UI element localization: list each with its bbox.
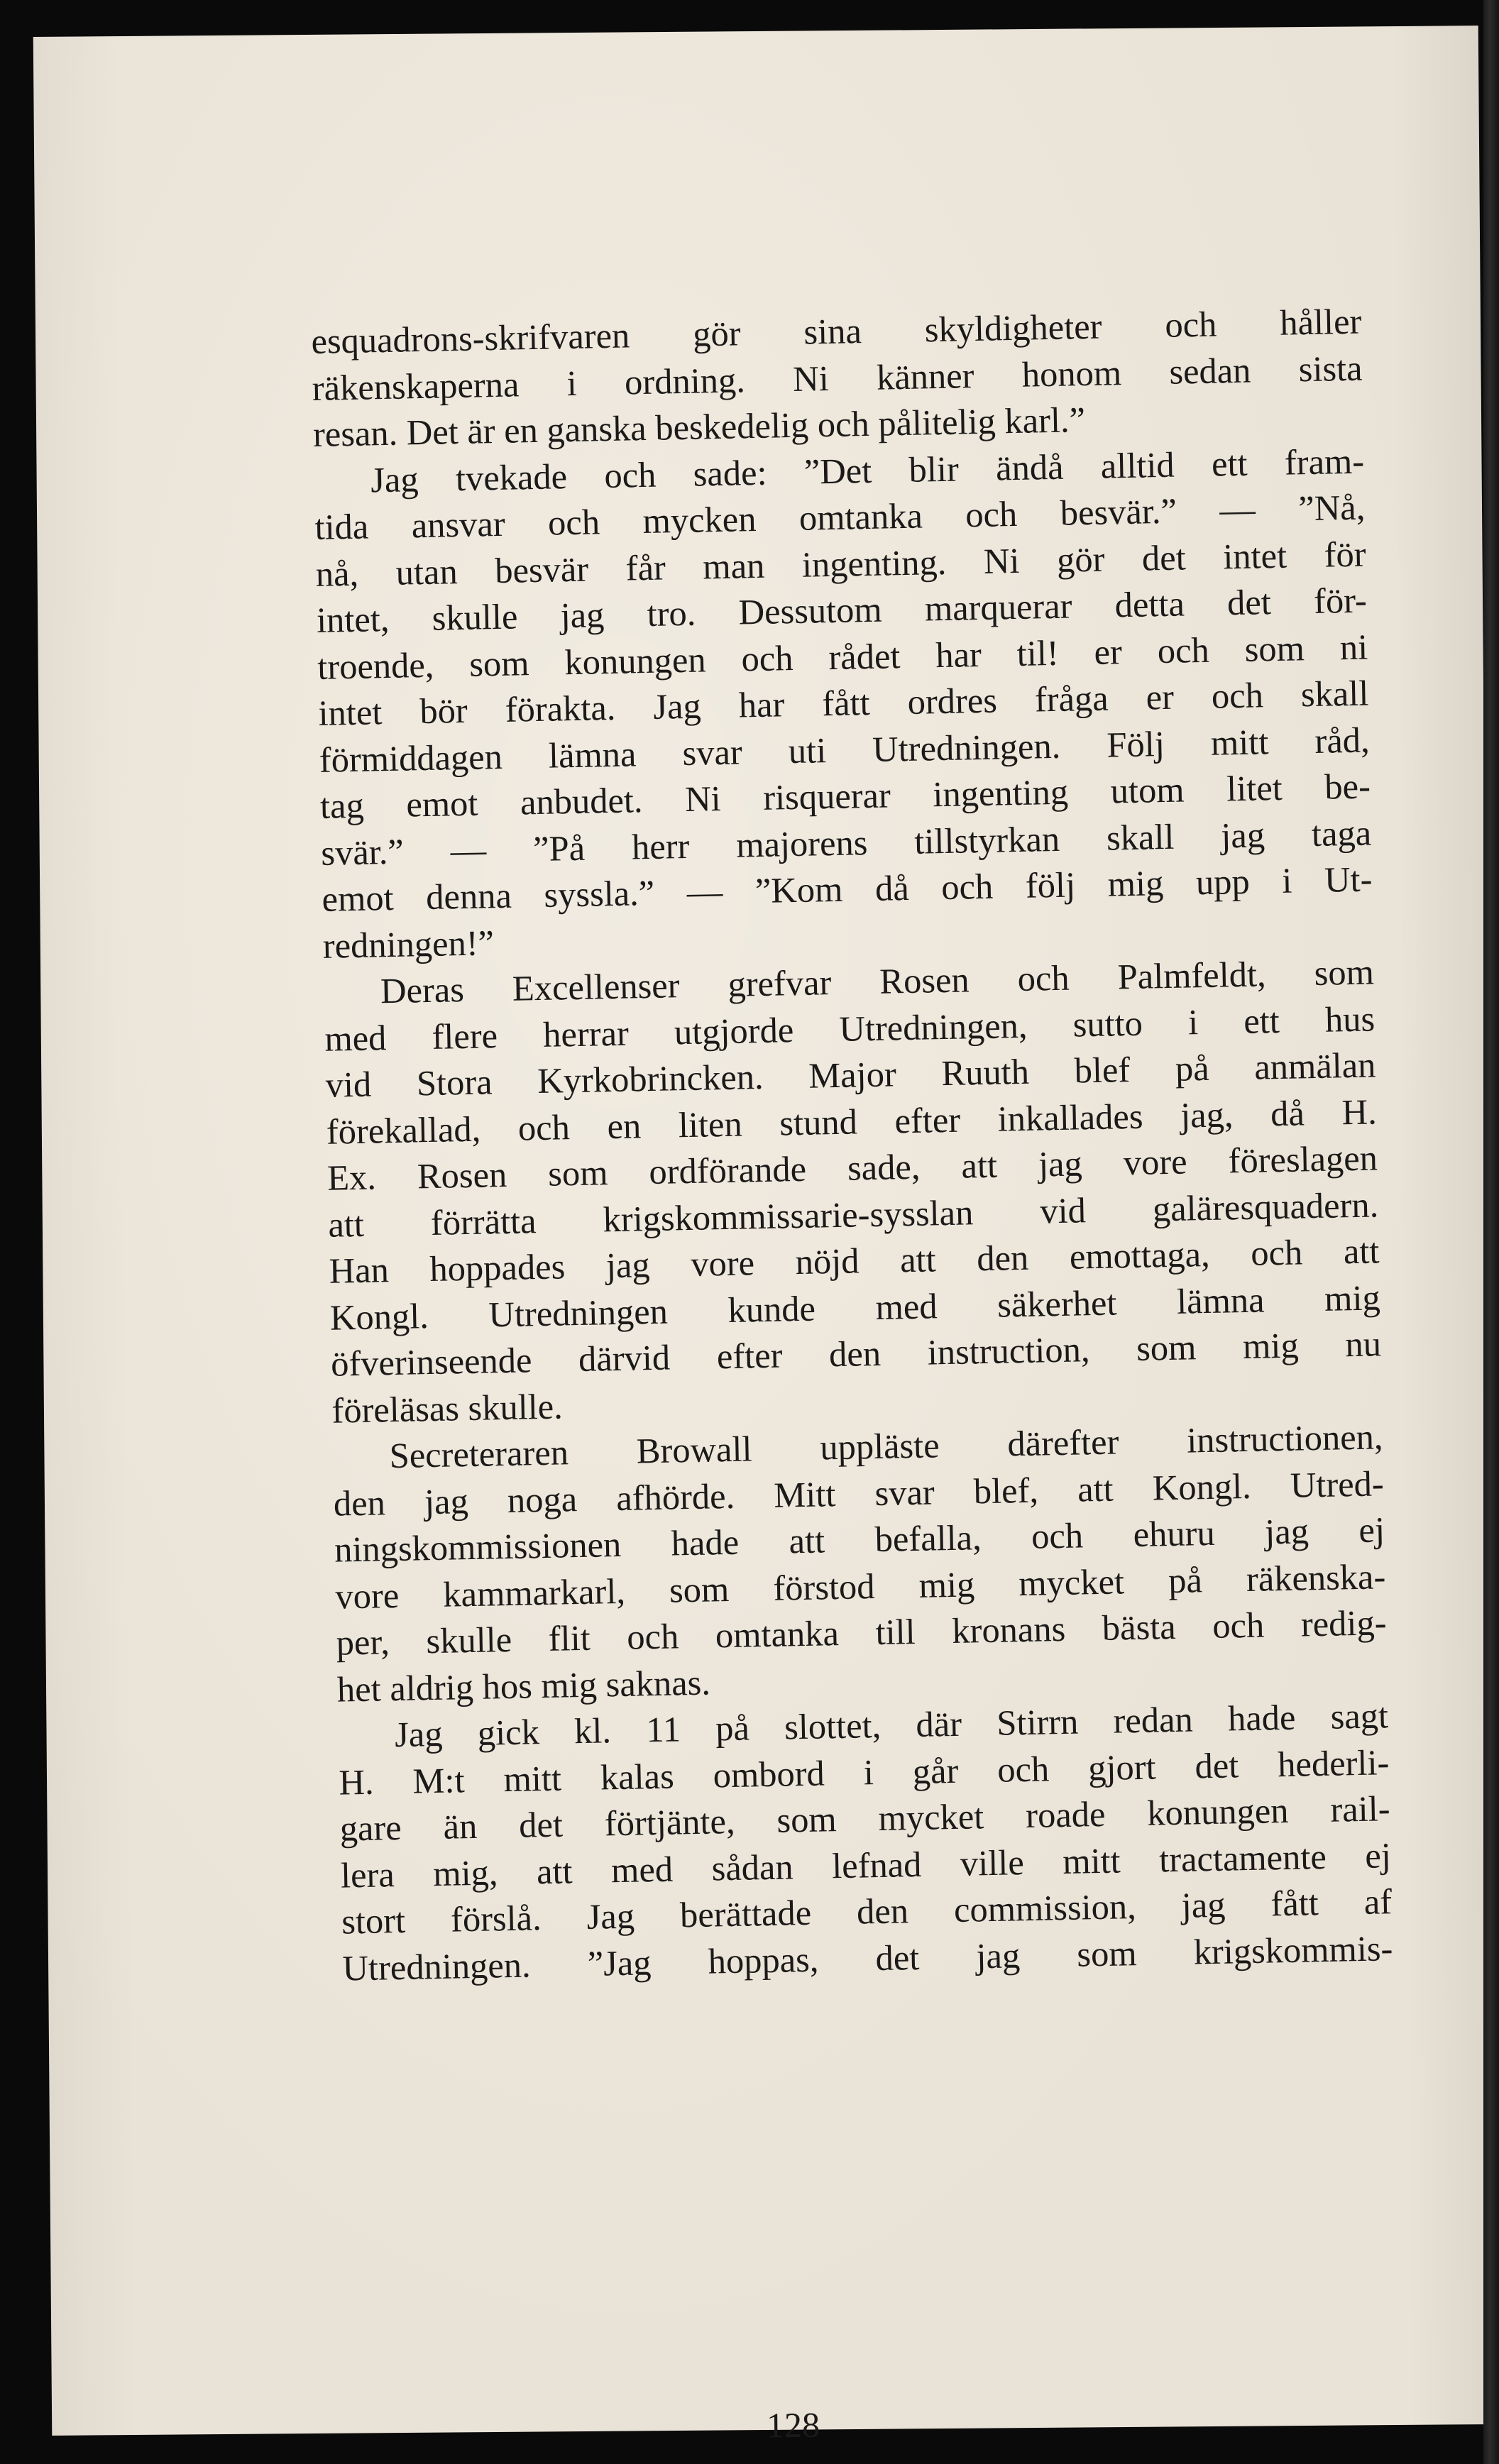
- text-line: intet, skulle jag tro. Dessutom marquerar detta det för-: [316, 580, 1368, 640]
- text-line: emot denna syssla.” — ”Kom då och följ mig upp i Ut-: [322, 859, 1373, 919]
- text-line: Han hoppades jag vore nöjd att den emottaga, och att: [329, 1231, 1380, 1291]
- text-line: tida ansvar och mycken omtanka och besvär.” — ”Nå,: [314, 487, 1366, 547]
- text-line: per, skulle flit och omtanka till kronans bästa och redig-: [336, 1602, 1387, 1663]
- text-line: redningen!”: [322, 922, 495, 966]
- text-line: stort förslå. Jag berättade den commission, jag fått af: [341, 1881, 1393, 1942]
- text-line: gare än det förtjänte, som mycket roade konungen rail-: [339, 1788, 1391, 1849]
- page-edge-shadow: [1483, 0, 1499, 2464]
- text-line: het aldrig hos mig saknas.: [336, 1662, 711, 1710]
- text-line: Ex. Rosen som ordförande sade, att jag vore föreslagen: [326, 1138, 1378, 1198]
- text-line: esquadrons-skrifvaren gör sina skyldigheter och håller: [310, 301, 1362, 361]
- text-line: Jag gick kl. 11 på slottet, där Stirrn redan hade sagt: [394, 1695, 1389, 1755]
- text-line: lera mig, att med sådan lefnad ville mitt tractamente ej: [340, 1835, 1392, 1896]
- text-line: resan. Det är en ganska beskedelig och pålitelig karl.”: [312, 400, 1086, 454]
- text-line: ningskommissionen hade att befalla, och ehuru jag ej: [334, 1509, 1385, 1570]
- text-line: att förrätta krigskommissarie-sysslan vid galäresquadern.: [327, 1184, 1379, 1245]
- text-line: Utredningen. ”Jag hoppas, det jag som krigskommis-: [341, 1927, 1393, 1989]
- text-line: öfverinseende därvid efter den instruction, som mig nu: [330, 1324, 1382, 1384]
- text-line: Deras Excellenser grefvar Rosen och Palmfeldt, som: [380, 952, 1375, 1011]
- text-line: med flere herrar utgjorde Utredningen, sutto i ett hus: [324, 998, 1376, 1059]
- text-line: föreläsas skulle.: [331, 1385, 564, 1431]
- page-number: 128: [766, 2404, 820, 2446]
- text-line: vore kammarkarl, som förstod mig mycket på räkenska-: [334, 1556, 1386, 1617]
- text-line: Kongl. Utredningen kunde med säkerhet lämna mig: [329, 1277, 1381, 1338]
- text-line: den jag noga afhörde. Mitt svar blef, att Kongl. Utred-: [333, 1463, 1385, 1524]
- text-line: tag emot anbudet. Ni risquerar ingenting utom litet be-: [319, 766, 1371, 826]
- body-text: [311, 299, 1393, 1992]
- text-line: Secreteraren Browall uppläste därefter instructionen,: [389, 1417, 1383, 1476]
- text-line: Jag tvekade och sade: ”Det blir ändå alltid ett fram-: [370, 441, 1365, 500]
- text-line: intet bör förakta. Jag har fått ordres fråga er och skall: [318, 673, 1369, 733]
- text-line: svär.” — ”På herr majorens tillstyrkan skall jag taga: [320, 812, 1372, 873]
- text-line: förekallad, och en liten stund efter inkallades jag, då H.: [326, 1091, 1378, 1152]
- text-line: förmiddagen lämna svar uti Utredningen. Följ mitt råd,: [319, 719, 1371, 780]
- text-line: H. M:t mitt kalas ombord i går och gjort det hederli-: [338, 1742, 1390, 1803]
- text-line: troende, som konungen och rådet har til! er och som ni: [317, 626, 1368, 687]
- text-line: nå, utan besvär får man ingenting. Ni gör det intet för: [315, 534, 1367, 594]
- text-line: vid Stora Kyrkobrincken. Major Ruuth blef på anmälan: [325, 1045, 1376, 1105]
- paper-page: [33, 26, 1497, 2436]
- text-line: räkenskaperna i ordning. Ni känner honom sedan sista: [312, 348, 1363, 408]
